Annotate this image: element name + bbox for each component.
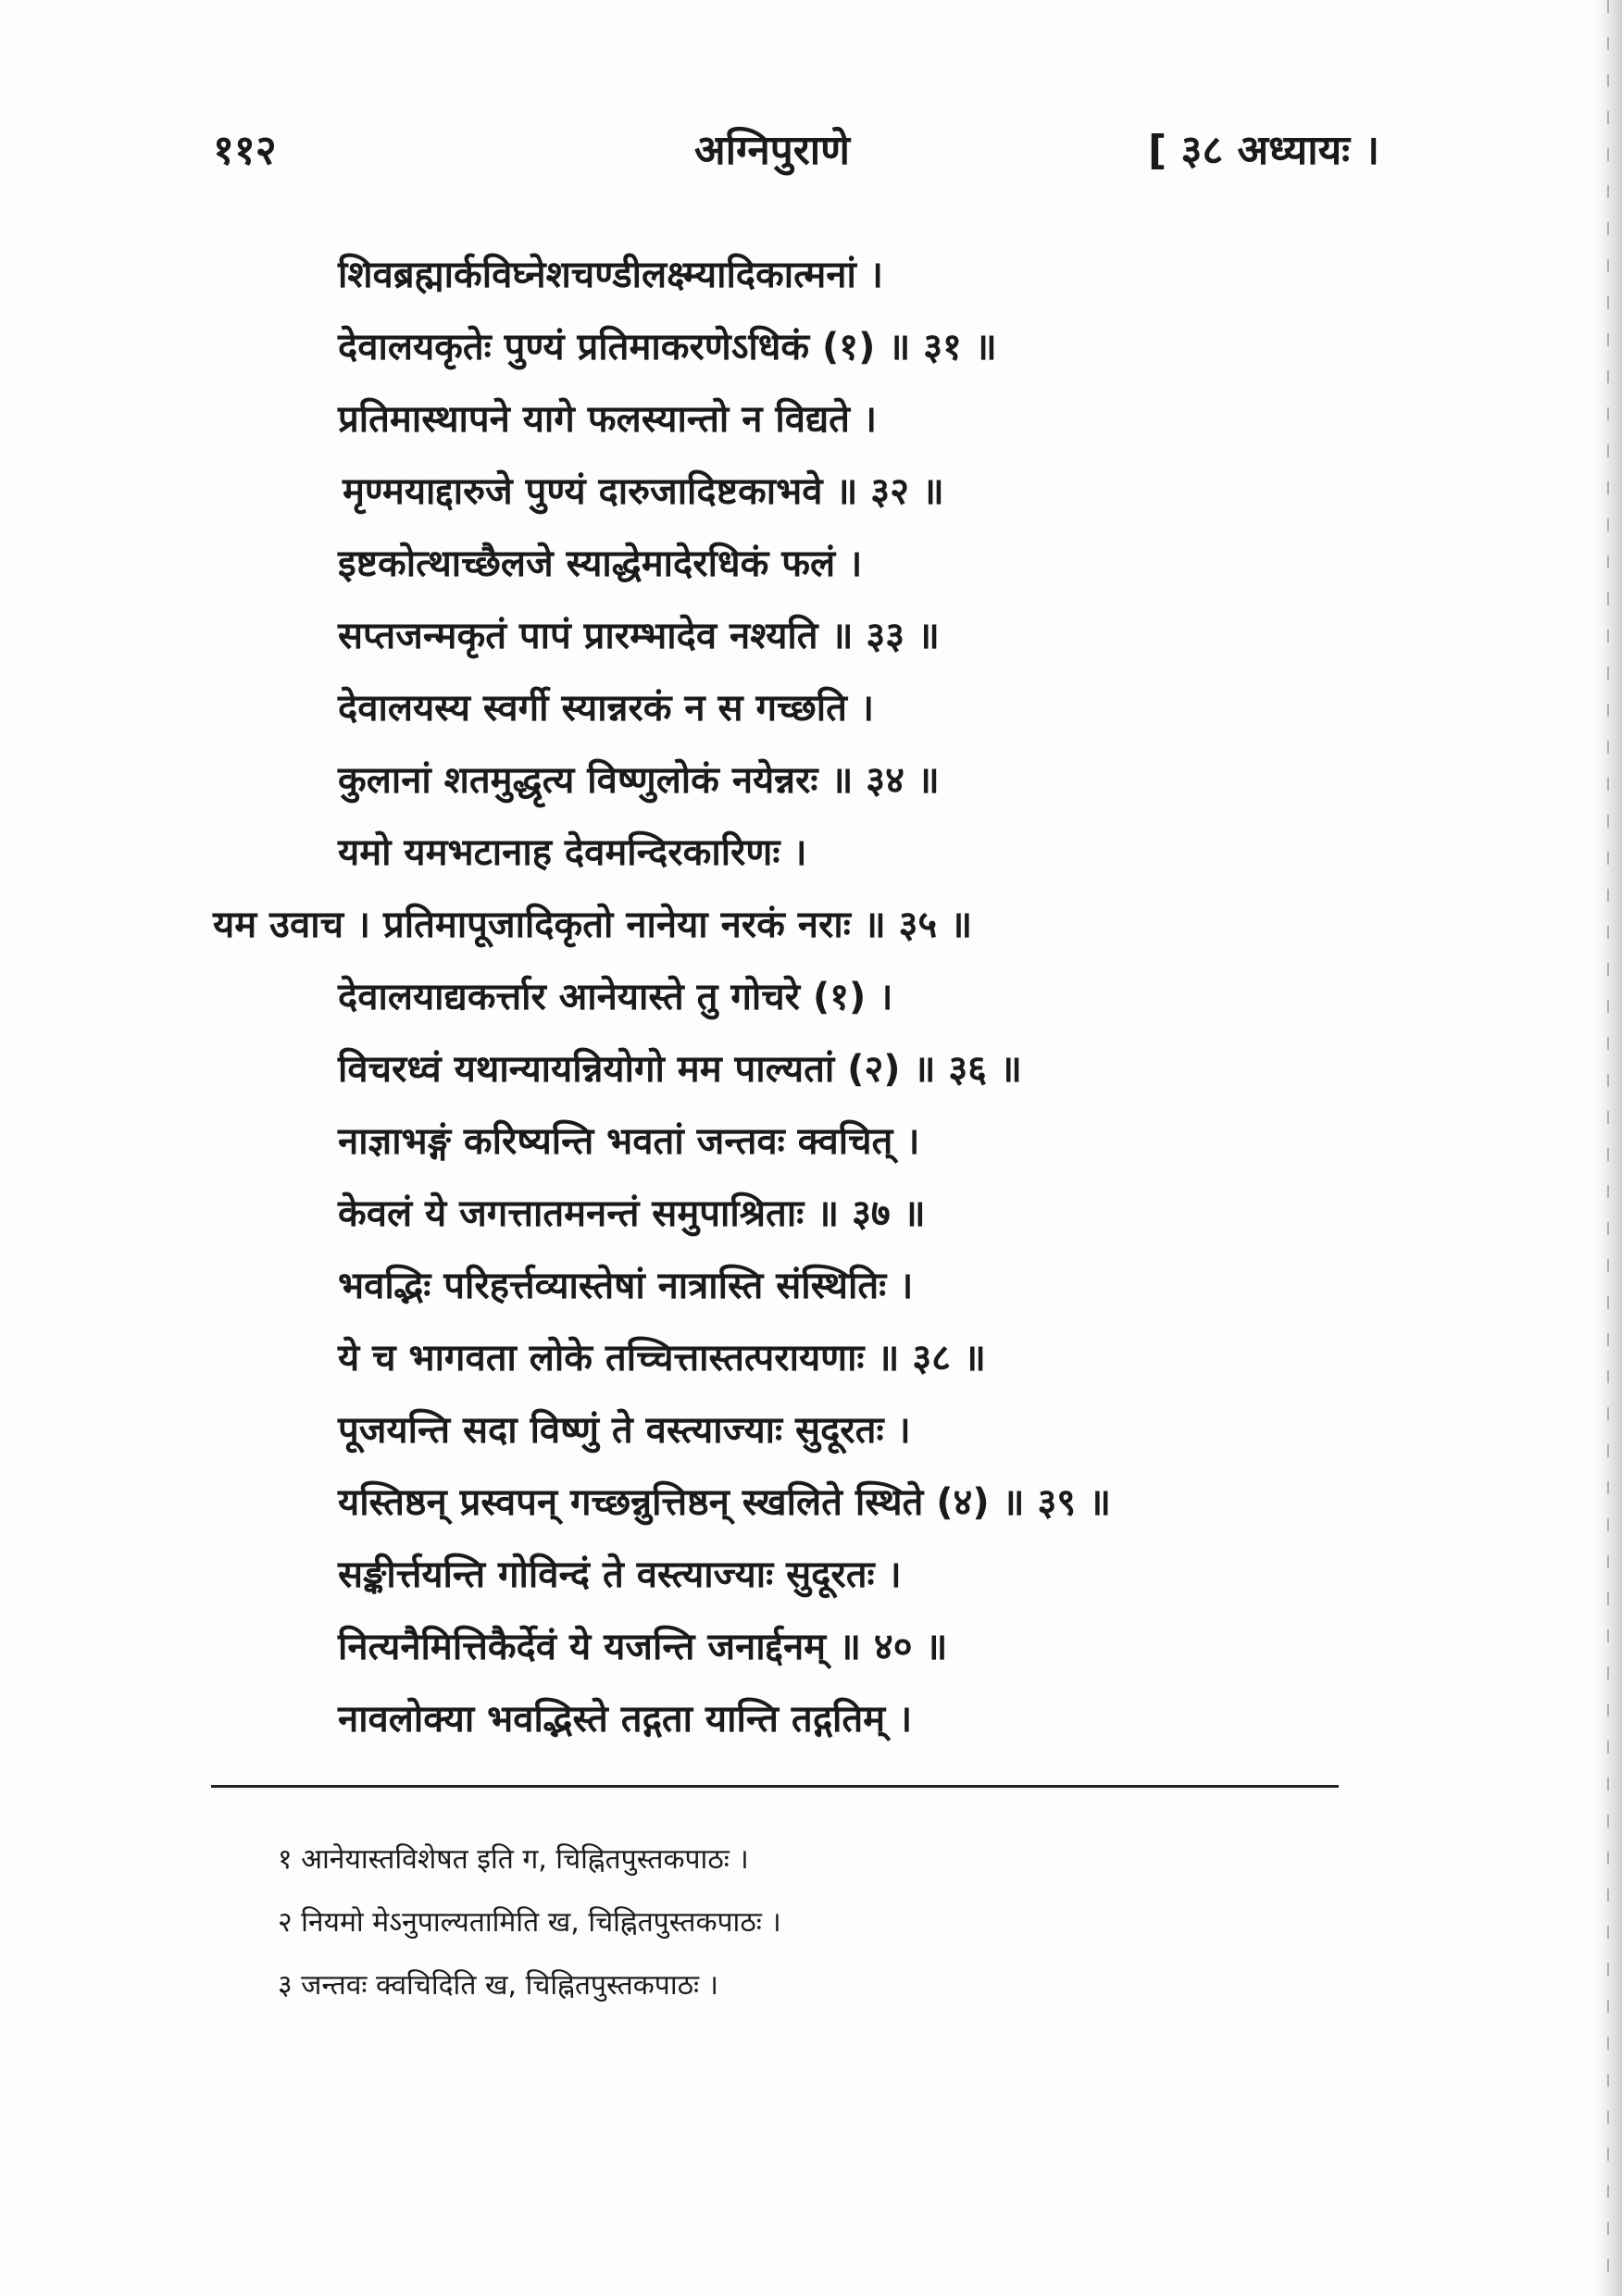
verse-line: शिवब्रह्मार्कविघ्नेशचण्डीलक्ष्म्यादिकात्मनां । — [338, 254, 883, 296]
footnote: १ आनेयास्तविशेषत इति ग, चिह्नितपुस्तकपाठः । — [278, 1843, 749, 1876]
running-title: अग्निपुराणे — [694, 127, 850, 174]
verse-line: यस्तिष्ठन् प्रस्वपन् गच्छन्नुत्तिष्ठन् स्खलिते स्थिते (४) ॥ ३९ ॥ — [338, 1481, 1111, 1524]
verse-line: नावलोक्या भवद्भिस्ते तद्गता यान्ति तद्गतिम् । — [338, 1698, 913, 1741]
verse-block — [213, 239, 1361, 1755]
verse-line: नित्यनैमित्तिकैर्देवं ये यजन्ति जनार्द्दनम् ॥ ४० ॥ — [338, 1626, 948, 1668]
footnote: ३ जन्तवः क्वचिदिति ख, चिह्नितपुस्तकपाठः । — [278, 1969, 718, 2002]
verse-line: केवलं ये जगत्तातमनन्तं समुपाश्रिताः ॥ ३७ ॥ — [338, 1192, 926, 1235]
verse-line: इष्टकोत्थाच्छैलजे स्याद्धेमादेरधिकं फलं । — [338, 543, 863, 585]
page-edge-line — [1607, 0, 1609, 2296]
verse-line: कुलानां शतमुद्धृत्य विष्णुलोकं नयेन्नरः ॥ ३४ ॥ — [338, 759, 940, 802]
verse-line-speaker: यम उवाच । प्रतिमापूजादिकृतो नानेया नरकं नराः ॥ ३५ ॥ — [213, 904, 973, 946]
verse-line: भवद्भिः परिहर्त्तव्यास्तेषां नात्रास्ति संस्थितिः । — [338, 1265, 914, 1307]
page-header — [213, 120, 1379, 185]
page-number: ११२ — [213, 127, 277, 174]
verse-line: मृण्मयाद्दारुजे पुण्यं दारुजादिष्टकाभवे ॥ ३२ ॥ — [343, 470, 944, 513]
footnote: २ नियमो मेऽनुपाल्यतामिति ख, चिह्नितपुस्तकपाठः । — [278, 1906, 781, 1939]
page-edge-shadow — [1596, 0, 1622, 2296]
footnote-divider — [211, 1785, 1339, 1788]
footnotes — [278, 1828, 1296, 2017]
verse-line: देवालयाद्यकर्त्तार आनेयास्ते तु गोचरे (१) । — [338, 976, 893, 1018]
chapter-reference: [ ३८ अध्यायः । — [1148, 127, 1379, 174]
verse-line: विचरध्वं यथान्यायन्नियोगो मम पाल्यतां (२) ॥ ३६ ॥ — [338, 1048, 1022, 1091]
verse-line: नाज्ञाभङ्गं करिष्यन्ति भवतां जन्तवः क्वचित् । — [338, 1120, 920, 1163]
verse-line: प्रतिमास्थापने यागे फलस्यान्तो न विद्यते । — [338, 398, 878, 441]
verse-line: सङ्कीर्त्तयन्ति गोविन्दं ते वस्त्याज्याः सुदूरतः । — [338, 1554, 902, 1596]
verse-line: देवालयस्य स्वर्गी स्यान्नरकं न स गच्छति । — [338, 687, 874, 730]
verse-line: सप्तजन्मकृतं पापं प्रारम्भादेव नश्यति ॥ ३३ ॥ — [338, 615, 940, 657]
verse-line: यमो यमभटानाह देवमन्दिरकारिणः । — [338, 831, 807, 874]
verse-line: देवालयकृतेः पुण्यं प्रतिमाकरणेऽधिकं (१) ॥ ३१ ॥ — [338, 326, 997, 368]
verse-line: ये च भागवता लोके तच्चित्तास्तत्परायणाः ॥ ३८ ॥ — [338, 1337, 986, 1379]
verse-line: पूजयन्ति सदा विष्णुं ते वस्त्याज्याः सुदूरतः । — [338, 1409, 911, 1452]
